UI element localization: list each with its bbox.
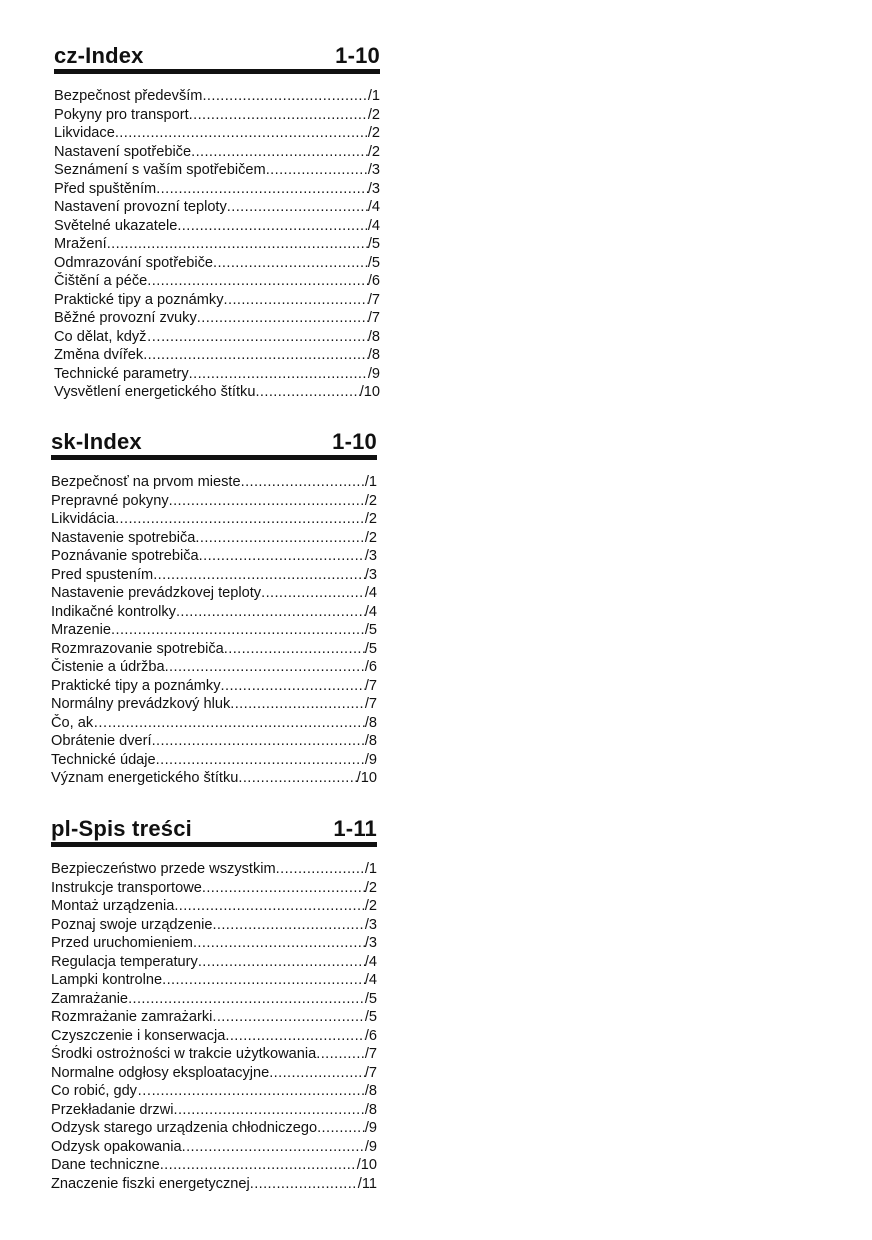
toc-entry-label: Pred spustením — [51, 566, 154, 583]
toc-entry — [54, 291, 380, 310]
toc-entry-label: Mražení — [54, 236, 107, 252]
toc-entry — [51, 529, 377, 548]
dot-leader — [115, 510, 365, 529]
toc-entry-page: /4 — [367, 199, 380, 215]
toc-entry-label: Nastavenie spotrebiča — [51, 529, 196, 546]
toc-entry-label: Nastavení spotřebiče — [54, 143, 192, 160]
toc-entry-label: Co dělat, když… — [54, 328, 162, 345]
toc-entry-label: Vysvětlení energetického štítku — [54, 384, 256, 400]
toc-entry-page: /7 — [364, 677, 377, 694]
toc-entry — [51, 916, 377, 935]
toc-entry-label: Nastavení provozní teploty — [54, 199, 227, 215]
toc-entry — [51, 751, 377, 770]
toc-entry-label: Regulacja temperatury — [51, 953, 198, 970]
dot-leader — [191, 143, 368, 162]
toc-entry-label: Odmrazování spotřebiče — [54, 254, 213, 271]
toc-entry-page: /4 — [364, 953, 377, 970]
dot-leader — [212, 916, 364, 935]
dot-leader — [177, 217, 368, 236]
toc-entry-page: /9 — [364, 1138, 377, 1155]
toc-entry-label: Odzysk starego urządzenia chłodniczego — [51, 1120, 318, 1136]
dot-leader — [182, 1138, 365, 1157]
toc-entry — [54, 161, 380, 180]
dot-leader — [212, 1008, 364, 1027]
toc-entry — [51, 971, 377, 990]
toc-entry-page: /7 — [367, 291, 380, 308]
toc-entry-page: /10 — [356, 1157, 377, 1173]
toc-entry-label: Zamrażanie — [51, 990, 129, 1007]
toc-entry-page: /5 — [364, 1009, 377, 1025]
toc-entry-page: /6 — [364, 659, 377, 675]
index-section-cz — [54, 42, 380, 402]
toc-entry-label: Změna dvířek — [54, 347, 144, 363]
index-section-sk — [51, 428, 377, 788]
dot-leader — [238, 769, 356, 788]
toc-entry-label: Obrátenie dverí — [51, 733, 152, 749]
toc-entry — [54, 272, 380, 291]
dot-leader — [189, 365, 368, 384]
section-header — [51, 815, 377, 847]
dot-leader — [193, 934, 365, 953]
dot-leader — [266, 161, 368, 180]
section-page-range: 1-10 — [335, 43, 380, 68]
toc-entry-page: /2 — [364, 879, 377, 896]
toc-entry-label: Znaczenie fiszki energetycznej — [51, 1175, 250, 1192]
section-title: cz-Index — [54, 43, 144, 68]
toc-entry — [51, 1008, 377, 1027]
toc-entry — [51, 1138, 377, 1157]
dot-leader — [316, 1045, 365, 1064]
toc-entry-page: /1 — [367, 88, 380, 104]
dot-leader — [202, 87, 367, 106]
dot-leader — [128, 990, 365, 1009]
toc-entry — [51, 492, 377, 511]
toc-entry-label: Technické parametry — [54, 365, 189, 382]
toc-list — [51, 860, 377, 1193]
dot-leader — [165, 658, 365, 677]
toc-entry-label: Likvidácia — [51, 511, 116, 527]
toc-entry — [51, 934, 377, 953]
toc-entry-page: /2 — [367, 143, 380, 160]
toc-entry — [54, 328, 380, 347]
dot-leader — [107, 235, 368, 254]
toc-entry-page: /8 — [364, 1083, 377, 1099]
toc-entry-label: Środki ostrożności w trakcie użytkowania — [51, 1046, 317, 1062]
dot-leader — [197, 309, 368, 328]
toc-entry-label: Prepravné pokyny — [51, 492, 169, 509]
toc-entry-label: Bezpečnosť na prvom mieste — [51, 474, 241, 490]
toc-entry — [51, 658, 377, 677]
toc-entry-page: /8 — [364, 733, 377, 749]
toc-entry-page: /4 — [367, 217, 380, 234]
dot-leader — [152, 1082, 365, 1101]
toc-entry-label: Lampki kontrolne — [51, 972, 163, 988]
dot-leader — [221, 677, 365, 696]
toc-entry — [54, 235, 380, 254]
toc-entry-page: /7 — [364, 696, 377, 712]
toc-entry-label: Indikačné kontrolky — [51, 603, 176, 620]
toc-entry — [51, 990, 377, 1009]
dot-leader — [153, 566, 365, 585]
toc-entry-page: /9 — [364, 751, 377, 768]
toc-entry-label: Przekładanie drzwi — [51, 1101, 174, 1118]
toc-entry — [51, 1082, 377, 1101]
toc-entry-page: /2 — [364, 529, 377, 546]
dot-leader — [156, 751, 365, 770]
toc-entry-label: Rozmrażanie zamrażarki — [51, 1009, 213, 1025]
toc-entry-label: Odzysk opakowania — [51, 1138, 182, 1155]
toc-entry-label: Nastavenie prevádzkovej teploty — [51, 585, 262, 601]
toc-entry — [54, 217, 380, 236]
toc-entry-page: /9 — [364, 1120, 377, 1136]
toc-entry-page: /8 — [367, 328, 380, 345]
toc-entry-label: Význam energetického štítku — [51, 770, 239, 786]
toc-entry-label: Mrazenie — [51, 622, 112, 638]
dot-leader — [213, 254, 368, 273]
toc-entry-page: /10 — [359, 384, 380, 400]
toc-entry-page: /8 — [364, 714, 377, 731]
toc-entry-page: /6 — [364, 1027, 377, 1044]
toc-entry — [51, 621, 377, 640]
toc-entry-page: /5 — [364, 640, 377, 657]
toc-entry-page: /3 — [367, 162, 380, 178]
toc-entry-page: /2 — [364, 511, 377, 527]
toc-entry-page: /3 — [367, 180, 380, 197]
toc-entry — [51, 732, 377, 751]
dot-leader — [189, 106, 368, 125]
dot-leader — [269, 1064, 365, 1083]
toc-entry — [54, 143, 380, 162]
toc-entry — [51, 695, 377, 714]
dot-leader — [108, 714, 365, 733]
toc-entry-page: /3 — [364, 548, 377, 564]
toc-entry-label: Poznávanie spotrebiča — [51, 548, 199, 564]
toc-entry-page: /2 — [364, 898, 377, 914]
toc-entry — [54, 124, 380, 143]
section-page-range: 1-10 — [332, 429, 377, 454]
dot-leader — [317, 1119, 365, 1138]
dot-leader — [230, 695, 365, 714]
toc-entry — [51, 566, 377, 585]
toc-list — [51, 473, 377, 788]
toc-entry-label: Rozmrazovanie spotrebiča — [51, 640, 224, 657]
toc-entry-label: Czyszczenie i konserwacja — [51, 1027, 226, 1044]
toc-entry — [54, 365, 380, 384]
toc-entry-label: Co robić, gdy… — [51, 1083, 152, 1099]
toc-entry-label: Praktické tipy a poznámky — [54, 291, 224, 308]
toc-entry-page: /3 — [364, 916, 377, 933]
toc-entry — [51, 1064, 377, 1083]
toc-entry-page: /5 — [364, 990, 377, 1007]
toc-entry-label: Čištění a péče — [54, 273, 148, 289]
toc-entry — [51, 603, 377, 622]
toc-entry — [51, 897, 377, 916]
toc-entry — [54, 180, 380, 199]
dot-leader — [111, 621, 365, 640]
dot-leader — [169, 492, 365, 511]
toc-entry — [51, 714, 377, 733]
toc-entry-page: /1 — [364, 474, 377, 490]
dot-leader — [224, 640, 365, 659]
toc-entry — [54, 383, 380, 402]
toc-entry-label: Seznámení s vaším spotřebičem — [54, 162, 266, 178]
toc-entry-page: /6 — [367, 273, 380, 289]
dot-leader — [156, 180, 368, 199]
toc-entry-label: Normálny prevádzkový hluk — [51, 696, 231, 712]
toc-entry-label: Běžné provozní zvuky — [54, 310, 197, 326]
toc-entry-label: Przed uruchomieniem — [51, 935, 193, 951]
toc-entry — [51, 584, 377, 603]
toc-entry — [51, 879, 377, 898]
toc-entry — [54, 87, 380, 106]
toc-entry — [51, 1027, 377, 1046]
toc-entry-page: /7 — [364, 1064, 377, 1081]
dot-leader — [241, 473, 365, 492]
toc-entry-page: /4 — [364, 585, 377, 601]
dot-leader — [224, 291, 368, 310]
dot-leader — [162, 971, 365, 990]
dot-leader — [250, 1175, 358, 1194]
dot-leader — [174, 897, 365, 916]
toc-entry — [51, 769, 377, 788]
toc-entry — [51, 860, 377, 879]
toc-entry — [51, 547, 377, 566]
section-header — [54, 42, 380, 74]
toc-entry — [51, 677, 377, 696]
dot-leader — [176, 603, 365, 622]
toc-entry-page: /7 — [364, 1046, 377, 1062]
toc-entry-label: Čo, ak… — [51, 714, 108, 731]
toc-entry-page: /2 — [364, 492, 377, 509]
dot-leader — [147, 272, 368, 291]
toc-entry-label: Poznaj swoje urządzenie — [51, 916, 213, 933]
toc-entry-page: /7 — [367, 310, 380, 326]
toc-entry — [54, 106, 380, 125]
dot-leader — [195, 529, 364, 548]
dot-leader — [261, 584, 365, 603]
toc-entry-page: /1 — [364, 861, 377, 877]
dot-leader — [276, 860, 365, 879]
toc-entry — [51, 1045, 377, 1064]
toc-entry — [51, 1101, 377, 1120]
toc-entry — [54, 309, 380, 328]
toc-entry-page: /5 — [367, 236, 380, 252]
dot-leader — [115, 124, 368, 143]
dot-leader — [202, 879, 365, 898]
dot-leader — [225, 1027, 364, 1046]
toc-entry — [51, 1156, 377, 1175]
toc-entry-label: Před spuštěním — [54, 180, 157, 197]
section-page-range: 1-11 — [333, 816, 377, 841]
dot-leader — [161, 328, 368, 347]
toc-entry-page: /8 — [364, 1101, 377, 1118]
toc-entry-page: /11 — [357, 1175, 377, 1192]
toc-entry-page: /2 — [367, 106, 380, 123]
dot-leader — [227, 198, 368, 217]
toc-entry — [51, 953, 377, 972]
toc-entry-page: /9 — [367, 365, 380, 382]
dot-leader — [198, 953, 365, 972]
toc-entry — [51, 640, 377, 659]
toc-entry-page: /10 — [356, 770, 377, 786]
dot-leader — [173, 1101, 364, 1120]
index-section-pl — [51, 815, 377, 1193]
toc-entry — [51, 1119, 377, 1138]
toc-entry-page: /3 — [364, 935, 377, 951]
dot-leader — [199, 547, 365, 566]
dot-leader — [143, 346, 368, 365]
toc-entry-label: Likvidace — [54, 125, 115, 141]
toc-entry-page: /3 — [364, 566, 377, 583]
toc-entry-label: Dane techniczne — [51, 1157, 160, 1173]
toc-entry-label: Bezpečnost především — [54, 88, 203, 104]
toc-entry-label: Bezpieczeństwo przede wszystkim — [51, 861, 276, 877]
toc-entry-label: Montaż urządzenia — [51, 898, 175, 914]
toc-entry-page: /5 — [364, 622, 377, 638]
dot-leader — [152, 732, 365, 751]
section-header — [51, 428, 377, 460]
section-title: sk-Index — [51, 429, 142, 454]
toc-entry — [51, 510, 377, 529]
toc-entry-label: Praktické tipy a poznámky — [51, 677, 221, 694]
toc-entry-page: /8 — [367, 347, 380, 363]
toc-entry — [54, 198, 380, 217]
toc-entry-page: /4 — [364, 972, 377, 988]
toc-entry-label: Technické údaje — [51, 751, 156, 768]
toc-entry-page: /5 — [367, 254, 380, 271]
dot-leader — [255, 383, 359, 402]
toc-entry-label: Čistenie a údržba — [51, 659, 165, 675]
toc-entry-label: Pokyny pro transport — [54, 106, 189, 123]
dot-leader — [160, 1156, 357, 1175]
toc-entry-page: /2 — [367, 125, 380, 141]
toc-list — [54, 87, 380, 402]
toc-entry — [51, 1175, 377, 1194]
toc-entry-label: Instrukcje transportowe — [51, 879, 202, 896]
toc-entry-page: /4 — [364, 603, 377, 620]
toc-entry-label: Světelné ukazatele — [54, 217, 178, 234]
toc-entry — [54, 346, 380, 365]
toc-entry — [54, 254, 380, 273]
toc-entry-label: Normalne odgłosy eksploatacyjne — [51, 1064, 270, 1081]
section-title: pl-Spis treści — [51, 816, 192, 841]
toc-entry — [51, 473, 377, 492]
